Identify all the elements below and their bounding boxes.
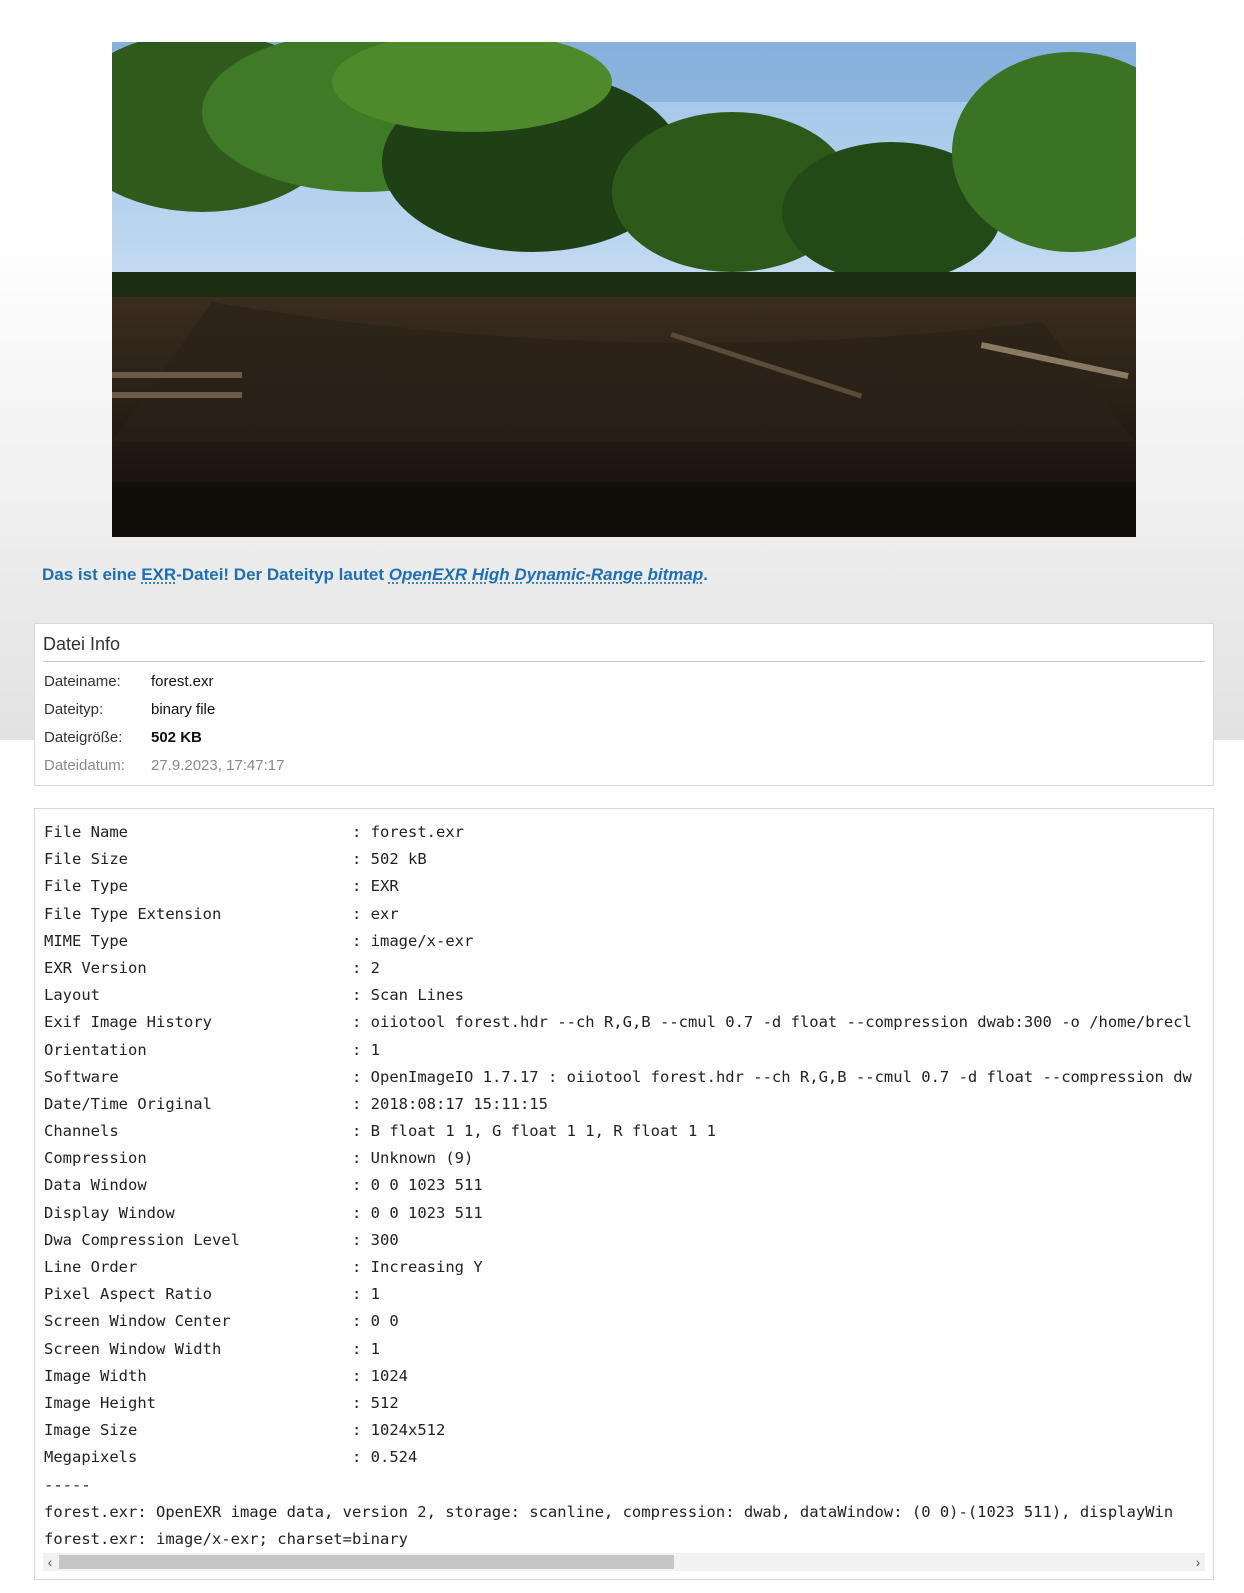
exif-row (44, 1227, 1205, 1254)
exif-tag: File Type (44, 877, 128, 896)
scroll-left-icon[interactable]: ‹ (47, 1554, 53, 1570)
exif-row (44, 1336, 1205, 1363)
exif-tag: Layout (44, 986, 100, 1005)
exif-value: : Increasing Y (352, 1258, 483, 1276)
exif-tag: Software (44, 1067, 119, 1086)
exif-value: : 512 (352, 1393, 399, 1412)
exif-value: : 2 (352, 958, 380, 977)
filedate-value: 27.9.2023, 17:47:17 (151, 757, 285, 774)
exif-row (44, 1118, 1205, 1145)
divider (43, 661, 1205, 662)
exif-row (44, 846, 1205, 873)
exif-row (44, 1390, 1205, 1417)
exif-row (44, 982, 1205, 1009)
exif-tag: Display Window (44, 1203, 175, 1222)
exif-value: : EXR (352, 877, 399, 896)
exif-tag: Megapixels (44, 1448, 138, 1467)
exif-value: : 300 (352, 1230, 399, 1249)
exif-tag: Channels (44, 1122, 119, 1141)
exif-tag: Screen Window Width (44, 1339, 222, 1358)
exif-tag: Pixel Aspect Ratio (44, 1285, 212, 1304)
exif-value: : 0 0 (352, 1312, 399, 1331)
file-command-output: forest.exr: OpenEXR image data, version 2, storage: scanline, compression: dwab, dataWindow: (0 0)-(1023 511), displayWin (44, 1502, 1174, 1521)
exif-row (44, 1308, 1205, 1335)
exif-value: : OpenImageIO 1.7.17 : oiiotool forest.hdr --ch R,G,B --cmul 0.7 -d float --compression dw (352, 1067, 1192, 1086)
mime-command-output: forest.exr: image/x-exr; charset=binary (44, 1529, 408, 1548)
exif-separator: ----- (44, 1475, 91, 1494)
exif-value: : Scan Lines (352, 986, 464, 1005)
exif-value: : 2018:08:17 15:11:15 (352, 1094, 548, 1113)
filetype-value: binary file (151, 701, 216, 718)
exr-type-link[interactable]: EXR (141, 565, 177, 584)
exif-row (44, 1254, 1205, 1281)
exif-tag: Date/Time Original (44, 1094, 212, 1113)
filesize-label: Dateigröße: (44, 729, 123, 746)
exif-row (44, 1363, 1205, 1390)
exif-value: : B float 1 1, G float 1 1, R float 1 1 (352, 1122, 716, 1141)
exif-row (44, 901, 1205, 928)
exif-value: : 1024x512 (352, 1421, 446, 1440)
filesize-row (44, 729, 202, 746)
exif-row (44, 955, 1205, 982)
filetype-row (44, 701, 215, 718)
exif-tag: MIME Type (44, 931, 128, 950)
filesize-value: 502 KB (151, 729, 202, 746)
exr-preview-image (112, 42, 1136, 537)
exif-row (44, 1200, 1205, 1227)
exif-row (44, 1037, 1205, 1064)
exif-value: : forest.exr (352, 823, 464, 841)
exif-tag: Image Size (44, 1421, 138, 1440)
exif-row (44, 1145, 1205, 1172)
filename-label: Dateiname: (44, 673, 121, 690)
exif-value: : oiiotool forest.hdr --ch R,G,B --cmul 0.7 -d float --compression dwab:300 -o /home/brecl (352, 1013, 1192, 1032)
exif-tag: Screen Window Center (44, 1312, 231, 1331)
exif-value: : 1024 (352, 1366, 408, 1385)
exif-output-panel[interactable] (34, 808, 1214, 1580)
exif-value: : image/x-exr (352, 931, 474, 950)
exif-value: : 1 (352, 1339, 380, 1358)
exif-value: : 1 (352, 1040, 380, 1059)
exif-tag: File Size (44, 850, 128, 869)
exif-value: : 0 0 1023 511 (352, 1203, 483, 1222)
exif-row (44, 819, 1205, 846)
file-type-info (42, 565, 708, 585)
exif-tag: Compression (44, 1149, 147, 1168)
scrollbar-thumb[interactable] (59, 1555, 674, 1569)
exif-row (44, 1009, 1205, 1036)
exif-tag: File Type Extension (44, 904, 222, 923)
exif-lines (44, 819, 1205, 1553)
file-info-title: Datei Info (43, 634, 121, 654)
filetype-label: Dateityp: (44, 701, 104, 718)
exif-tag: File Name (44, 823, 128, 841)
info-suffix: . (703, 565, 709, 584)
info-prefix: Das ist eine (42, 565, 142, 584)
exif-tag: Orientation (44, 1040, 147, 1059)
exif-row (44, 1281, 1205, 1308)
exif-tag: Dwa Compression Level (44, 1230, 240, 1249)
exif-row (44, 1091, 1205, 1118)
exif-row (44, 1172, 1205, 1199)
scroll-right-icon[interactable]: › (1195, 1554, 1201, 1570)
filedate-label: Dateidatum: (44, 757, 125, 774)
exif-row (44, 928, 1205, 955)
exif-tag: EXR Version (44, 958, 147, 977)
file-info-card (34, 623, 1214, 786)
exif-tag: Image Height (44, 1393, 156, 1412)
exif-value: : 0 0 1023 511 (352, 1176, 483, 1195)
exif-value: : Unknown (9) (352, 1149, 474, 1168)
exif-row (44, 1444, 1205, 1471)
filename-value: forest.exr (151, 673, 214, 690)
exif-value: : 1 (352, 1285, 380, 1304)
exif-tag: Exif Image History (44, 1013, 212, 1032)
horizontal-scrollbar[interactable] (43, 1553, 1205, 1571)
exif-tag: Data Window (44, 1176, 147, 1195)
exif-tag: Image Width (44, 1366, 147, 1385)
info-middle: -Datei! Der Dateityp lautet (176, 565, 389, 584)
forest-panorama (112, 42, 1136, 537)
exif-value: : 502 kB (352, 850, 427, 869)
exif-value: : exr (352, 904, 399, 923)
exif-value: : 0.524 (352, 1448, 418, 1467)
type-name-link[interactable]: OpenEXR High Dynamic-Range bitmap (388, 565, 704, 584)
exif-row (44, 873, 1205, 900)
exif-tag: Line Order (44, 1258, 138, 1276)
filedate-row (44, 757, 284, 774)
exif-row (44, 1417, 1205, 1444)
exif-row (44, 1064, 1205, 1091)
filename-row (44, 673, 214, 690)
